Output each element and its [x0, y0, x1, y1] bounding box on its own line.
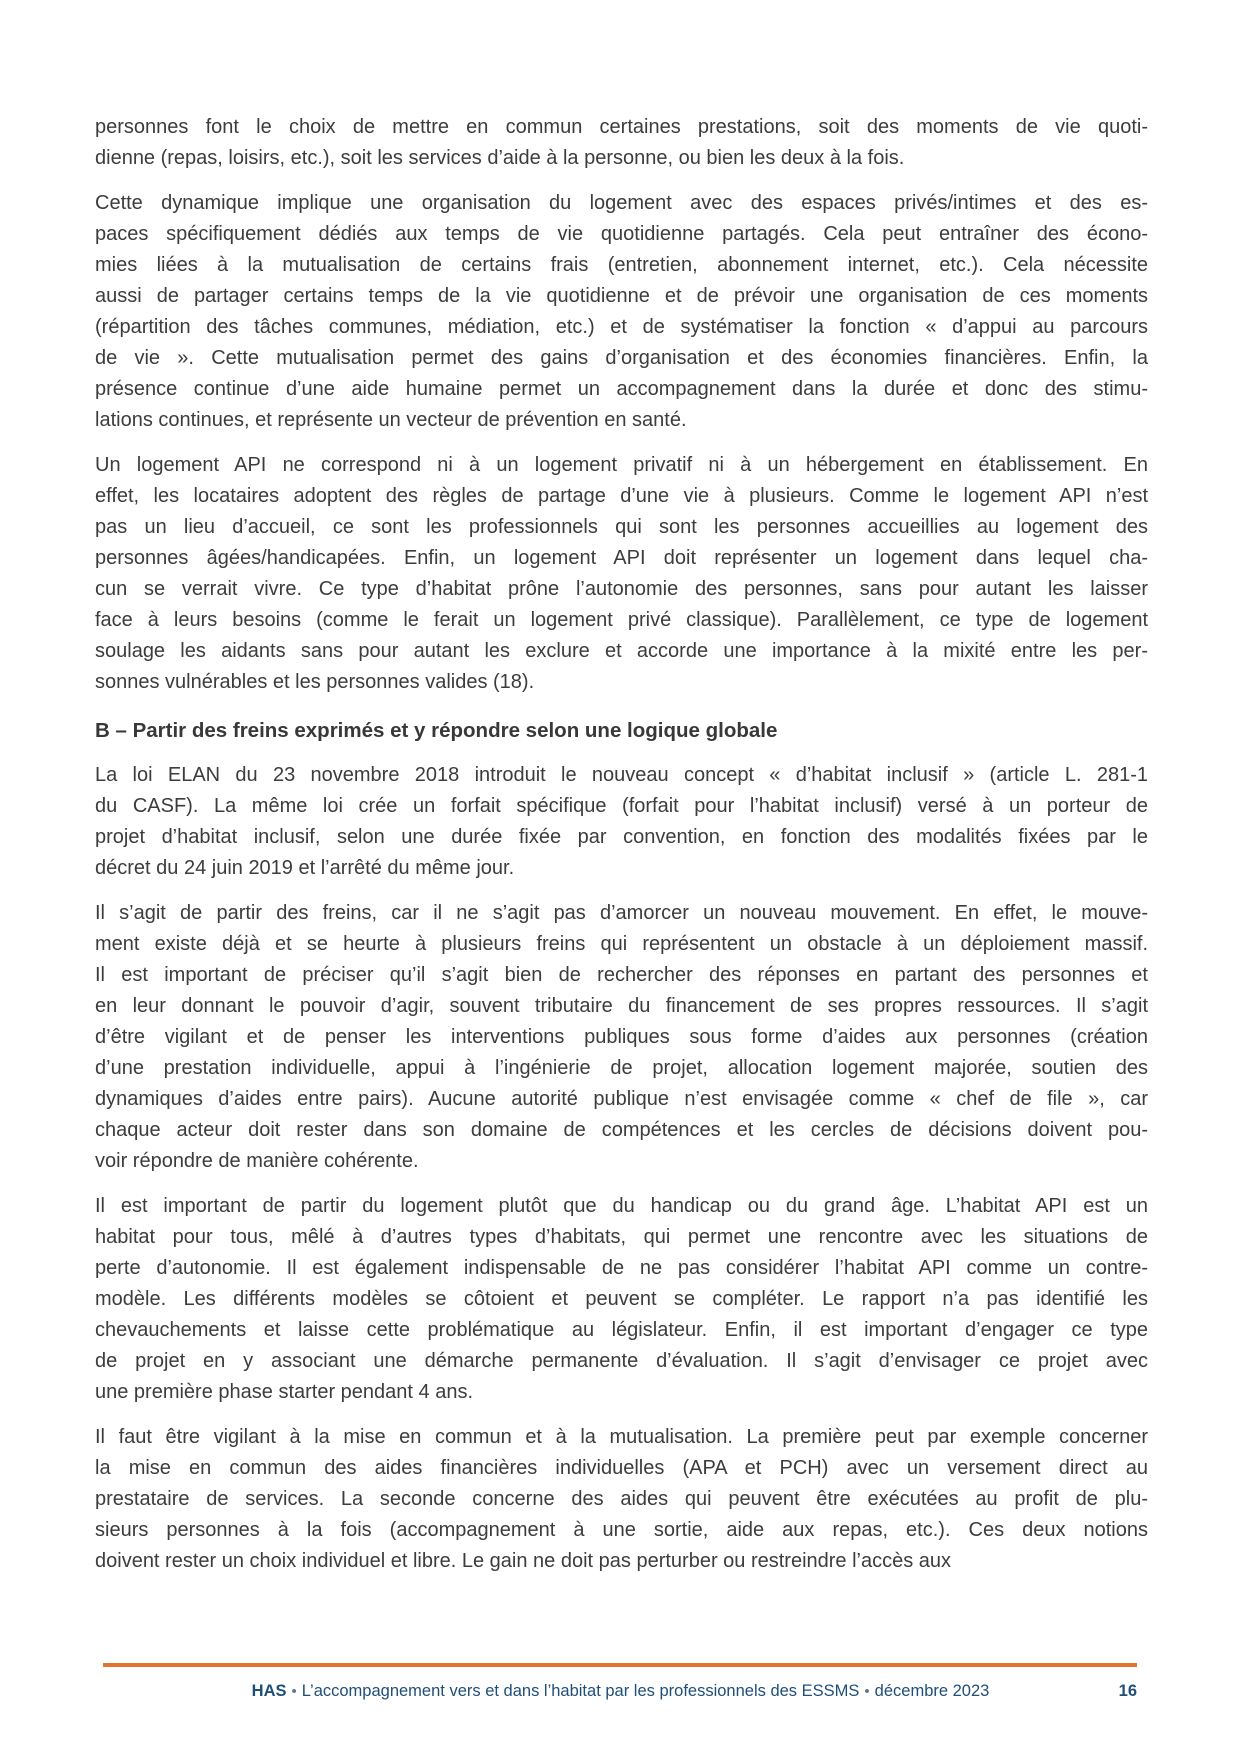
text-line: personnes âgées/handicapées. Enfin, un logement API doit représenter un logement dans lequel cha- [95, 547, 1148, 569]
text-line: Il est important de préciser qu’il s’agit bien de rechercher des réponses en partant des personnes et [95, 964, 1148, 986]
text-line: paces spécifiquement dédiés aux temps de vie quotidienne partagés. Cela peut entraîner des écono- [95, 223, 1148, 245]
text-line: effet, les locataires adoptent des règles de partage d’une vie à plusieurs. Comme le logement API n’est [95, 485, 1148, 507]
text-line: dienne (repas, loisirs, etc.), soit les services d’aide à la personne, ou bien les deux à la fois. [95, 147, 905, 169]
paragraph [95, 760, 1148, 884]
text-line: cun se verrait vivre. Ce type d’habitat prône l’autonomie des personnes, sans pour autant les laisser [95, 578, 1148, 600]
footer-report-title: L’accompagnement vers et dans l’habitat par les professionnels des ESSMS [301, 1682, 860, 1700]
text-line: ment existe déjà et se heurte à plusieurs freins qui représentent un obstacle à un déploiement massif. [95, 933, 1148, 955]
text-line: d’être vigilant et de penser les interventions publiques sous forme d’aides aux personnes (création [95, 1026, 1148, 1048]
paragraph [95, 112, 1148, 174]
text-line: d’une prestation individuelle, appui à l’ingénierie de projet, allocation logement majorée, soutien des [95, 1057, 1148, 1079]
text-line: de projet en y associant une démarche permanente d’évaluation. Il s’agit d’envisager ce projet avec [95, 1350, 1148, 1372]
footer-row [0, 1681, 1241, 1702]
text-line: du CASF). La même loi crée un forfait spécifique (forfait pour l’habitat inclusif) versé à un porteur de [95, 795, 1148, 817]
text-line: La loi ELAN du 23 novembre 2018 introduit le nouveau concept « d’habitat inclusif » (article L. 281-1 [95, 764, 1148, 786]
text-line: décret du 24 juin 2019 et l’arrêté du même jour. [95, 857, 515, 879]
text-line: mies liées à la mutualisation de certains frais (entretien, abonnement internet, etc.). Cela nécessite [95, 254, 1148, 276]
footer-bullet-icon: • [864, 1683, 870, 1700]
text-line: modèle. Les différents modèles se côtoient et peuvent se compléter. Le rapport n’a pas identifié les [95, 1288, 1148, 1310]
text-line: aussi de partager certains temps de la vie quotidienne et de prévoir une organisation de ces moments [95, 285, 1148, 307]
text-line: sonnes vulnérables et les personnes valides (18). [95, 671, 535, 693]
text-line: présence continue d’une aide humaine permet un accompagnement dans la durée et donc des stimu- [95, 378, 1148, 400]
paragraph [95, 898, 1148, 1177]
text-line: doivent rester un choix individuel et libre. Le gain ne doit pas perturber ou restreindre l’accès aux [95, 1550, 952, 1572]
footer-text [252, 1681, 990, 1702]
text-line: perte d’autonomie. Il est également indispensable de ne pas considérer l’habitat API comme un contre- [95, 1257, 1148, 1279]
paragraph [95, 450, 1148, 698]
text-line: dynamiques d’aides entre pairs). Aucune autorité publique n’est envisagée comme « chef de file », car [95, 1088, 1148, 1110]
paragraph [95, 1191, 1148, 1408]
text-line: projet d’habitat inclusif, selon une durée fixée par convention, en fonction des modalités fixées par le [95, 826, 1148, 848]
section-heading [95, 715, 1148, 746]
text-line: soulage les aidants sans pour autant les exclure et accorde une importance à la mixité entre les per- [95, 640, 1148, 662]
text-line: la mise en commun des aides financières individuelles (APA et PCH) avec un versement direct au [95, 1457, 1148, 1479]
text-line: B – Partir des freins exprimés et y répondre selon une logique globale [95, 719, 778, 742]
paragraph [95, 1422, 1148, 1577]
footer-rule [103, 1663, 1137, 1667]
text-line: de vie ». Cette mutualisation permet des gains d’organisation et des économies financières. Enfin, la [95, 347, 1148, 369]
footer-date: décembre 2023 [874, 1682, 990, 1700]
text-line: (répartition des tâches communes, médiation, etc.) et de systématiser la fonction « d’appui au parcours [95, 316, 1148, 338]
text-line: face à leurs besoins (comme le ferait un logement privé classique). Parallèlement, ce type de logement [95, 609, 1148, 631]
page-number: 16 [1118, 1682, 1137, 1700]
text-line: Il est important de partir du logement plutôt que du handicap ou du grand âge. L’habitat API est un [95, 1195, 1148, 1217]
text-line: personnes font le choix de mettre en commun certaines prestations, soit des moments de vie quoti- [95, 116, 1148, 138]
text-line: sieurs personnes à la fois (accompagnement à une sortie, aide aux repas, etc.). Ces deux notions [95, 1519, 1148, 1541]
text-line: en leur donnant le pouvoir d’agir, souvent tributaire du financement de ses propres ressources. Il s’agit [95, 995, 1148, 1017]
footer-org-label: HAS [251, 1682, 287, 1700]
text-line: chaque acteur doit rester dans son domaine de compétences et les cercles de décisions doivent pou- [95, 1119, 1148, 1141]
text-line: prestataire de services. La seconde concerne des aides qui peuvent être exécutées au profit de plu- [95, 1488, 1148, 1510]
footer-bullet-icon: • [291, 1683, 297, 1700]
text-line: Un logement API ne correspond ni à un logement privatif ni à un hébergement en établissement. En [95, 454, 1148, 476]
page-footer [0, 1663, 1241, 1755]
text-line: lations continues, et représente un vecteur de prévention en santé. [95, 409, 687, 431]
text-line: Cette dynamique implique une organisation du logement avec des espaces privés/intimes et des es- [95, 192, 1148, 214]
text-line: voir répondre de manière cohérente. [95, 1150, 419, 1172]
text-line: pas un lieu d’accueil, ce sont les professionnels qui sont les personnes accueillies au logement des [95, 516, 1148, 538]
text-line: habitat pour tous, mêlé à d’autres types d’habitats, qui permet une rencontre avec les situations de [95, 1226, 1148, 1248]
text-line: chevauchements et laisse cette problématique au législateur. Enfin, il est important d’engager ce type [95, 1319, 1148, 1341]
text-line: Il s’agit de partir des freins, car il ne s’agit pas d’amorcer un nouveau mouvement. En effet, le mouve- [95, 902, 1148, 924]
paragraph [95, 188, 1148, 436]
text-line: Il faut être vigilant à la mise en commun et à la mutualisation. La première peut par exemple concerner [95, 1426, 1148, 1448]
text-line: une première phase starter pendant 4 ans. [95, 1381, 474, 1403]
